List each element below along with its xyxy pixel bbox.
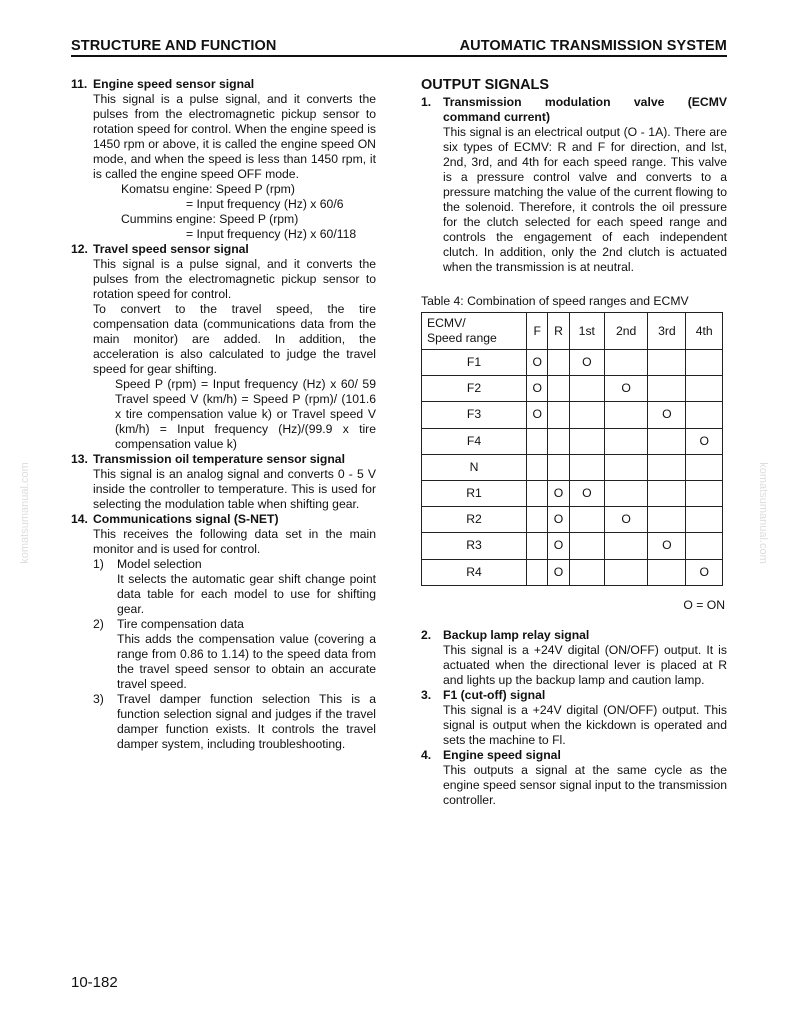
table-cell: [648, 559, 686, 585]
table-cell: [569, 559, 604, 585]
section-14-paragraph: This receives the following data set in the main monitor and is used for control.: [93, 527, 376, 556]
output-3-heading: [421, 688, 727, 703]
table-cell: [648, 480, 686, 506]
cummins-engine-formula: = Input frequency (Hz) x 60/118: [186, 227, 357, 241]
table-header-row: [422, 313, 723, 350]
table-cell: [569, 454, 604, 480]
sub-item-title: Tire compensation data: [117, 617, 244, 631]
table-row: [422, 376, 723, 402]
table-cell: [527, 507, 548, 533]
row-label-cell: R4: [422, 559, 527, 585]
table-cell: [604, 533, 648, 559]
sub-item-1: [93, 557, 376, 572]
sub-item-number: 1): [93, 557, 104, 571]
table-cell: [527, 480, 548, 506]
table-cell: O: [648, 533, 686, 559]
table-caption: Table 4: Combination of speed ranges and ECMV: [421, 294, 689, 308]
table-legend: O = ON: [683, 597, 725, 612]
row-label-cell: R2: [422, 507, 527, 533]
table-cell: [686, 507, 723, 533]
section-title: Transmission modulation valve (ECMV command current): [443, 95, 727, 124]
table-cell: [686, 376, 723, 402]
table-cell: [648, 350, 686, 376]
table-cell: [569, 402, 604, 428]
page-header: [71, 38, 727, 58]
section-title: F1 (cut-off) signal: [443, 687, 546, 702]
section-13-heading: [71, 452, 376, 467]
table-cell: [604, 350, 648, 376]
table-row: [422, 559, 723, 585]
sub-item-title: Model selection: [117, 557, 202, 571]
section-13-paragraph: This signal is an analog signal and converts 0 - 5 V inside the controller to temperature. This is used for selecting the modulation table when shifting gear.: [93, 467, 376, 511]
table-cell: O: [548, 559, 569, 585]
komatsu-engine-formula: = Input frequency (Hz) x 60/6: [186, 197, 344, 211]
table-corner-cell: [422, 313, 527, 350]
section-number: 13.: [71, 452, 88, 466]
section-title: Communications signal (S-NET): [93, 512, 279, 526]
table-cell: [569, 507, 604, 533]
section-number: 3.: [421, 687, 432, 702]
table-cell: [648, 428, 686, 454]
table-cell: [686, 350, 723, 376]
table-cell: [648, 507, 686, 533]
table-cell: O: [686, 428, 723, 454]
left-column: [71, 77, 376, 752]
table-cell: [648, 376, 686, 402]
table-cell: [548, 454, 569, 480]
row-label-cell: F1: [422, 350, 527, 376]
table-cell: [604, 402, 648, 428]
output-4-heading: [421, 748, 727, 763]
row-label-cell: F4: [422, 428, 527, 454]
section-11-heading: [71, 77, 376, 92]
table-cell: [548, 350, 569, 376]
table-row: [422, 507, 723, 533]
table-cell: O: [686, 559, 723, 585]
table-cell: [604, 454, 648, 480]
table-cell: O: [569, 350, 604, 376]
output-2-heading: [421, 628, 727, 643]
table-cell: [686, 533, 723, 559]
output-1-paragraph: This signal is an electrical output (O - 1A). There are six types of ECMV: R and F for direction, and lst, 2nd, 3rd, and 4th for each speed range. This valve is a pressure control valve and converts to a pressure matching the value of the current flowing to the solenoid. Therefore, it controls the oil pressure for the clutch selected for each speed range and controls the engagement of each independent clutch. In addition, only the 2nd clutch is actuated when the transmission is at neutral.: [443, 125, 727, 274]
table-cell: [527, 533, 548, 559]
column-header-cell: 2nd: [604, 313, 648, 350]
table-cell: [569, 428, 604, 454]
section-12-heading: [71, 242, 376, 257]
header-right-title: AUTOMATIC TRANSMISSION SYSTEM: [459, 38, 727, 54]
table-cell: O: [604, 376, 648, 402]
sub-item-1-text: It selects the automatic gear shift change point data table for each model to use for shifting gear.: [117, 572, 376, 616]
section-number: 11.: [71, 77, 88, 91]
sub-item-3: [93, 692, 376, 752]
section-number: 1.: [421, 95, 432, 109]
output-signals-title: OUTPUT SIGNALS: [421, 77, 550, 93]
output-3-paragraph: This signal is a +24V digital (ON/OFF) output. This signal is output when the kickdown is operated and sets the machine to Fl.: [443, 702, 727, 747]
right-column: [421, 77, 727, 808]
section-number: 12.: [71, 242, 88, 256]
corner-line-2: Speed range: [427, 331, 497, 345]
travel-speed-formula: Speed P (rpm) = Input frequency (Hz) x 60/ 59 Travel speed V (km/h) = Speed P (rpm)/ (101.6 x tire compensation value k) or Travel speed V (km/h) = Input frequency (Hz)/(99.9 x tire compensation value k): [115, 377, 376, 451]
output-1-heading: [421, 95, 727, 125]
table-row: [422, 480, 723, 506]
header-rule: [71, 55, 727, 57]
table-cell: O: [527, 376, 548, 402]
section-number: 14.: [71, 512, 88, 526]
ecmv-table: [421, 312, 723, 586]
sub-item-2: [93, 617, 376, 632]
section-12-paragraph-2: To convert to the travel speed, the tire compensation data (communications data from the main monitor) are added. In addition, the acceleration is also calculated to judge the travel speed for gear shifting.: [93, 302, 376, 376]
section-title: Travel speed sensor signal: [93, 242, 249, 256]
table-cell: O: [548, 480, 569, 506]
table-cell: [548, 376, 569, 402]
section-11-paragraph: This signal is a pulse signal, and it converts the pulses from the electromagnetic pickup sensor to rotation speed for control. When the engine speed is 1450 rpm or above, it is called the engine speed ON mode, and when the speed is less than 1450 rpm, it is called the engine speed OFF mode.: [93, 92, 376, 181]
corner-line-1: ECMV/: [427, 316, 466, 330]
table-cell: [527, 454, 548, 480]
header-left-title: STRUCTURE AND FUNCTION: [71, 38, 277, 54]
table-cell: [548, 402, 569, 428]
komatsu-engine-label: Komatsu engine: Speed P (rpm): [121, 182, 295, 196]
section-title: Engine speed sensor signal: [93, 77, 255, 91]
table-cell: [527, 559, 548, 585]
table-cell: [648, 454, 686, 480]
table-cell: [604, 559, 648, 585]
table-row: [422, 402, 723, 428]
table-cell: O: [527, 350, 548, 376]
column-header-cell: R: [548, 313, 569, 350]
watermark-left: komatsumanual.com: [18, 462, 31, 564]
row-label-cell: N: [422, 454, 527, 480]
table-cell: [604, 428, 648, 454]
table-cell: [527, 428, 548, 454]
sub-item-number: 3): [93, 692, 104, 706]
table-cell: [548, 428, 569, 454]
table-cell: O: [548, 507, 569, 533]
column-header-cell: 3rd: [648, 313, 686, 350]
section-title: Backup lamp relay signal: [443, 627, 590, 642]
sub-item-number: 2): [93, 617, 104, 631]
section-title: Engine speed signal: [443, 747, 561, 762]
table-cell: [569, 533, 604, 559]
row-label-cell: F3: [422, 402, 527, 428]
table-cell: [604, 480, 648, 506]
sub-item-2-text: This adds the compensation value (covering a range from 0.86 to 1.14) to the speed data from the travel speed sensor to obtain an accurate travel speed.: [117, 632, 376, 691]
row-label-cell: R1: [422, 480, 527, 506]
table-row: [422, 428, 723, 454]
table-cell: O: [604, 507, 648, 533]
table-row: [422, 533, 723, 559]
table-cell: [686, 480, 723, 506]
row-label-cell: R3: [422, 533, 527, 559]
sub-item-text: Travel damper function selection This is a function selection signal and judges if the travel damper function exists. It controls the travel damper system, including troubleshooting.: [117, 692, 376, 751]
table-cell: [569, 376, 604, 402]
output-2-paragraph: This signal is a +24V digital (ON/OFF) output. It is actuated when the directional lever is placed at R and lights up the backup lamp and caution lamp.: [443, 642, 727, 687]
table-cell: O: [569, 480, 604, 506]
row-label-cell: F2: [422, 376, 527, 402]
table-row: [422, 350, 723, 376]
table-cell: O: [648, 402, 686, 428]
section-14-heading: [71, 512, 376, 527]
table-cell: [686, 402, 723, 428]
section-number: 4.: [421, 747, 432, 762]
column-header-cell: 4th: [686, 313, 723, 350]
column-header-cell: 1st: [569, 313, 604, 350]
section-12-paragraph-1: This signal is a pulse signal, and it converts the pulses from the electromagnetic pickup sensor to rotation speed for control.: [93, 257, 376, 301]
watermark-right: komatsumanual.com: [756, 462, 769, 564]
cummins-engine-label: Cummins engine: Speed P (rpm): [121, 212, 299, 226]
section-title: Transmission oil temperature sensor signal: [93, 452, 345, 466]
page-number: 10-182: [71, 974, 118, 991]
table-cell: [686, 454, 723, 480]
output-4-paragraph: This outputs a signal at the same cycle as the engine speed sensor signal input to the transmission controller.: [443, 762, 727, 807]
table-cell: O: [548, 533, 569, 559]
table-cell: O: [527, 402, 548, 428]
section-number: 2.: [421, 627, 432, 642]
table-row: [422, 454, 723, 480]
column-header-cell: F: [527, 313, 548, 350]
